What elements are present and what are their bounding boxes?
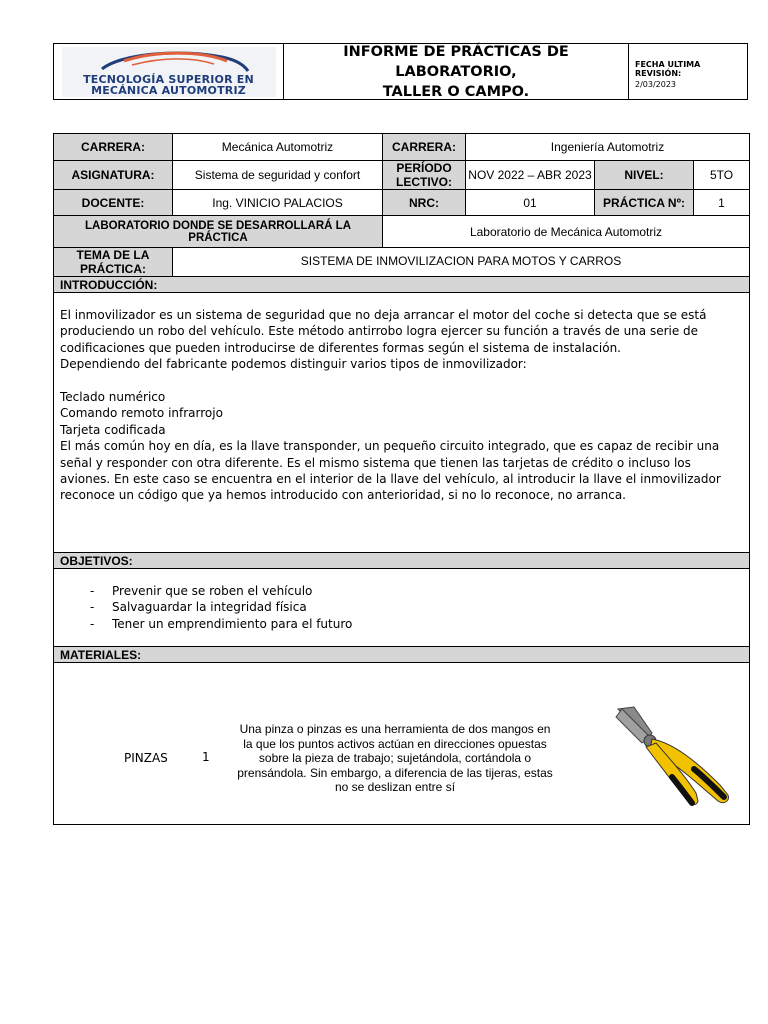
nrc-label: NRC: xyxy=(383,190,466,216)
materiales-body xyxy=(54,663,750,825)
objetivos-list xyxy=(60,583,743,632)
carrera-label-2: CARRERA: xyxy=(383,134,466,161)
practica-label: PRÁCTICA Nº: xyxy=(595,190,694,216)
materiales-heading: MATERIALES: xyxy=(54,647,750,663)
asignatura-label: ASIGNATURA: xyxy=(54,161,173,190)
intro-type-1: Teclado numérico xyxy=(60,390,166,405)
revision-cell xyxy=(629,44,747,99)
revision-label: FECHA ULTIMA REVISIÓN: xyxy=(635,60,701,78)
practice-info-table xyxy=(53,133,750,825)
intro-type-3: Tarjeta codificada xyxy=(60,422,166,437)
carrera-value-1: Mecánica Automotriz xyxy=(173,134,383,161)
intro-paragraph-1: El inmovilizador es un sistema de seguridad que no deja arrancar el motor del coche si detecta que se está produciendo un robo del vehículo. Este método antirrobo logra ejercer su función a través de una serie de codificaciones que pueden introducirse de diferentes formas según el sistema de instalación. xyxy=(60,308,707,355)
revision-date: 2/03/2023 xyxy=(635,80,677,89)
material-description: Una pinza o pinzas es una herramienta de dos mangos en la que los puntos activos actúan en direcciones opuestas sobre la pieza de trabajo; sujetándola, cortándola o prensándola. Sin embargo, a diferencia de las tijeras, estas no se deslizan entre sí xyxy=(237,722,553,794)
objetivos-body xyxy=(54,569,750,647)
tema-label: TEMA DE LA PRÁCTICA: xyxy=(54,248,173,277)
report-title xyxy=(284,44,629,99)
objetivo-item: - Tener un emprendimiento para el futuro xyxy=(84,616,743,632)
pliers-icon xyxy=(612,703,732,811)
institution-logo xyxy=(62,47,276,97)
introduccion-heading: INTRODUCCIÓN: xyxy=(54,277,750,293)
title-line2: TALLER O CAMPO. xyxy=(382,83,530,100)
laboratorio-label: LABORATORIO DONDE SE DESARROLLARÁ LA PRÁCTICA xyxy=(54,216,383,248)
objetivos-heading: OBJETIVOS: xyxy=(54,553,750,569)
intro-paragraph-2: Dependiendo del fabricante podemos distinguir varios tipos de inmovilizador: xyxy=(60,357,527,372)
practica-value: 1 xyxy=(694,190,750,216)
tema-value: SISTEMA DE INMOVILIZACION PARA MOTOS Y CARROS xyxy=(173,248,750,277)
logo-text-line2: MECÁNICA AUTOMOTRIZ xyxy=(91,83,246,97)
logo-cell xyxy=(54,44,284,99)
asignatura-value: Sistema de seguridad y confort xyxy=(173,161,383,190)
carrera-label-1: CARRERA: xyxy=(54,134,173,161)
docente-label: DOCENTE: xyxy=(54,190,173,216)
intro-paragraph-3: El más común hoy en día, es la llave transponder, un pequeño circuito integrado, que es capaz de recibir una señal y responder con otra diferente. Es el mismo sistema que tienen las tarjetas de crédito o incluso los aviones. En este caso se encuentra en el interior de la llave del vehículo, al introducir la llave el inmovilizador reconoce un código que ya hemos introducido con anterioridad, si no lo reconoce, no arranca. xyxy=(60,439,721,503)
docente-value: Ing. VINICIO PALACIOS xyxy=(173,190,383,216)
introduccion-body xyxy=(54,293,750,553)
nivel-label: NIVEL: xyxy=(595,161,694,190)
intro-type-2: Comando remoto infrarrojo xyxy=(60,406,223,421)
periodo-label: PERÍODO LECTIVO: xyxy=(383,161,466,190)
carrera-value-2: Ingeniería Automotriz xyxy=(466,134,750,161)
logo-text-line1: TECNOLOGÍA SUPERIOR EN xyxy=(83,72,254,86)
laboratorio-value: Laboratorio de Mecánica Automotriz xyxy=(383,216,750,248)
periodo-value: NOV 2022 – ABR 2023 xyxy=(466,161,595,190)
material-name: PINZAS xyxy=(124,751,168,765)
nrc-value: 01 xyxy=(466,190,595,216)
objetivo-item: - Prevenir que se roben el vehículo xyxy=(84,583,743,599)
material-quantity: 1 xyxy=(202,750,210,764)
report-header xyxy=(53,43,748,100)
nivel-value: 5TO xyxy=(694,161,750,190)
title-line1: INFORME DE PRÁCTICAS DE LABORATORIO, xyxy=(343,43,569,80)
objetivo-item: - Salvaguardar la integridad física xyxy=(84,599,743,615)
